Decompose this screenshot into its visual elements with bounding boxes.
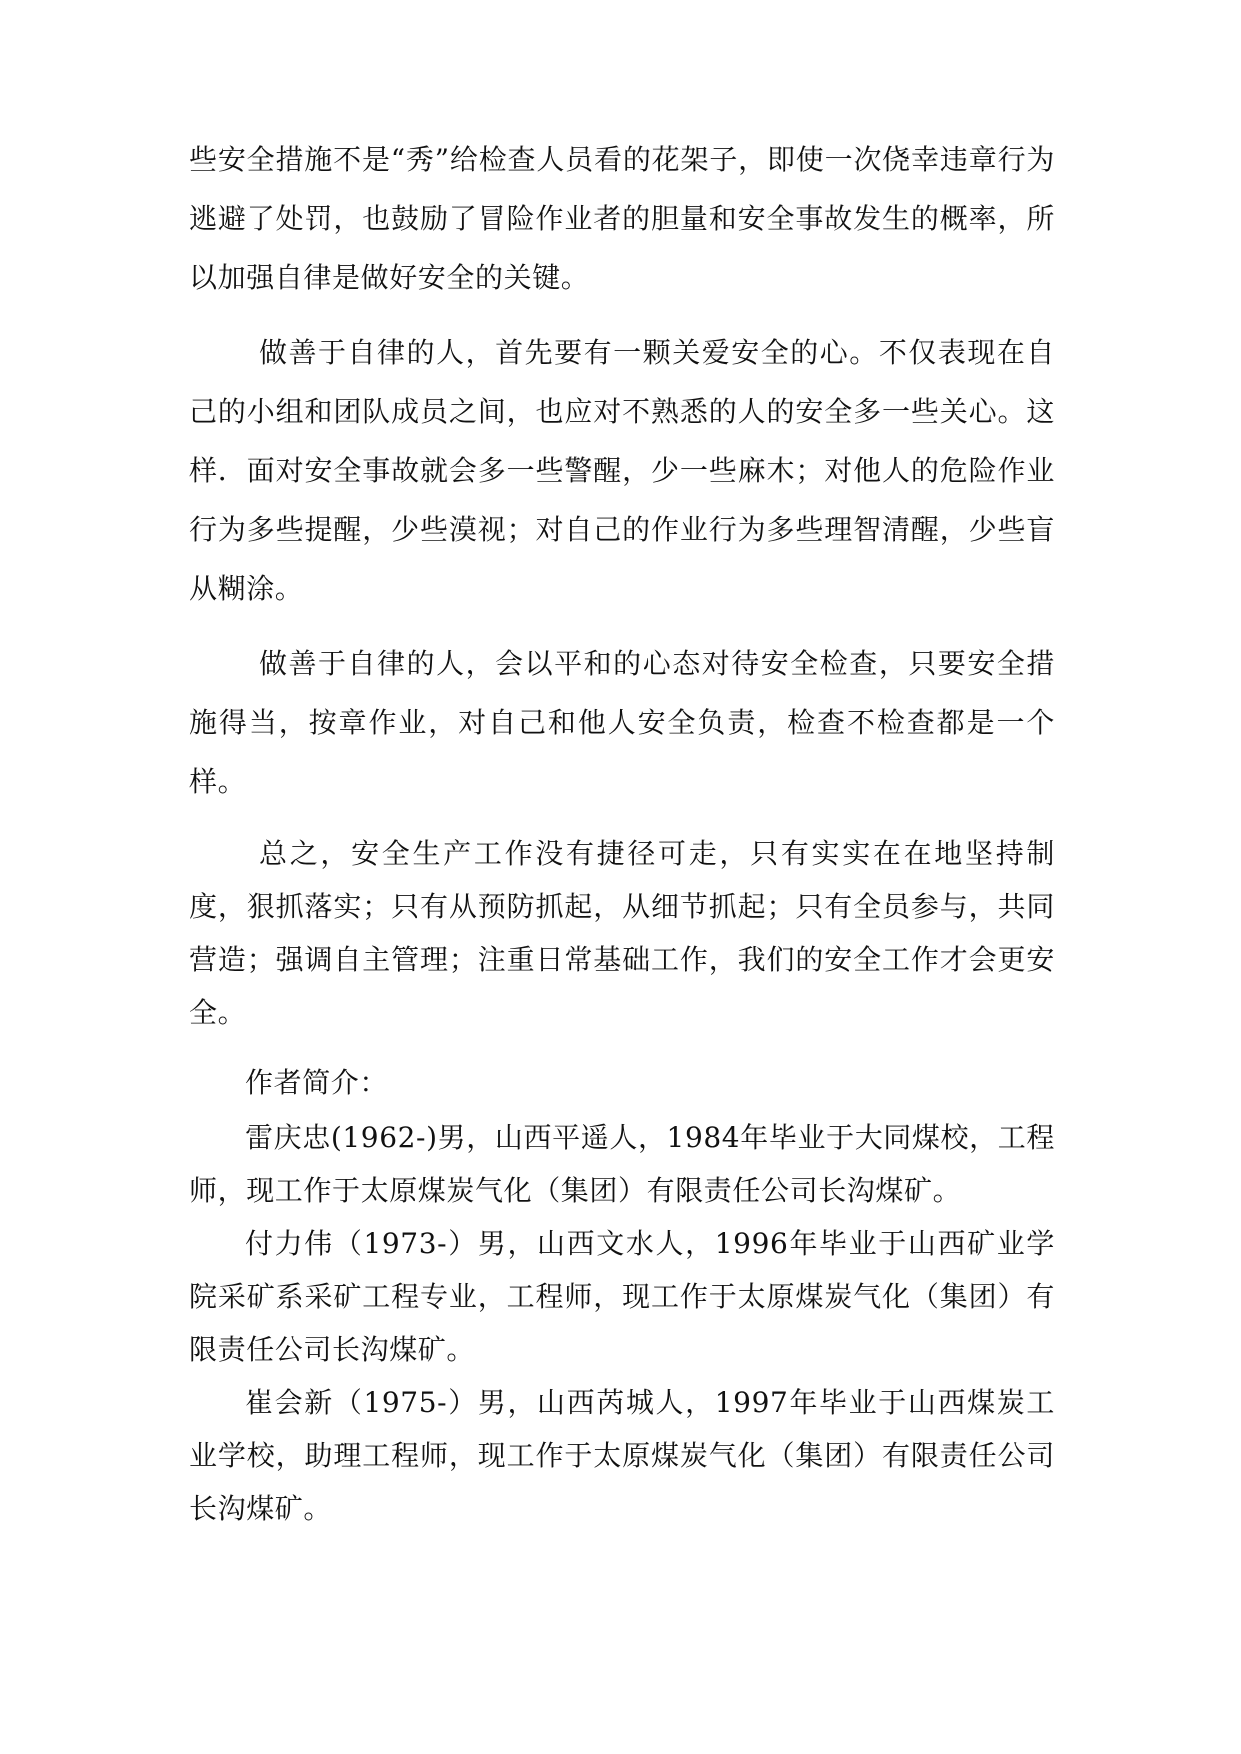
author-heading: 作者简介： <box>245 1066 389 1099</box>
author-bio-fu: 付力伟（1973-）男，山西文水人，1996年毕业于山西矿业学院采矿系采矿工程专业，工程师，现工作于太原煤炭气化（集团）有限责任公司长沟煤矿。 <box>189 1227 1055 1366</box>
author-bio-cui: 崔会新（1975-）男，山西芮城人，1997年毕业于山西煤炭工业学校，助理工程师，现工作于太原煤炭气化（集团）有限责任公司长沟煤矿。 <box>189 1386 1055 1525</box>
article-body <box>189 130 1055 1535</box>
paragraph-conclusion: 总之，安全生产工作没有捷径可走，只有实实在在地坚持制度，狠抓落实；只有从预防抓起，从细节抓起；只有全员参与，共同营造；强调自主管理；注重日常基础工作，我们的安全工作才会更安全。 <box>189 837 1055 1029</box>
paragraph-continuation: 些安全措施不是“秀”给检查人员看的花架子，即使一次侥幸违章行为逃避了处罚，也鼓励了冒险作业者的胆量和安全事故发生的概率，所以加强自律是做好安全的关键。 <box>189 143 1055 294</box>
paragraph-self-discipline-care: 做善于自律的人，首先要有一颗关爱安全的心。不仅表现在自己的小组和团队成员之间，也应对不熟悉的人的安全多一些关心。这样．面对安全事故就会多一些警醒，少一些麻木；对他人的危险作业行为多些提醒，少些漠视；对自己的作业行为多些理智清醒，少些盲从糊涂。 <box>189 336 1055 605</box>
author-bio-lei: 雷庆忠(1962-)男，山西平遥人，1984年毕业于大同煤校，工程师，现工作于太原煤炭气化（集团）有限责任公司长沟煤矿。 <box>189 1121 1055 1207</box>
paragraph-self-discipline-inspection: 做善于自律的人，会以平和的心态对待安全检查，只要安全措施得当，按章作业，对自己和他人安全负责，检查不检查都是一个样。 <box>189 647 1055 798</box>
